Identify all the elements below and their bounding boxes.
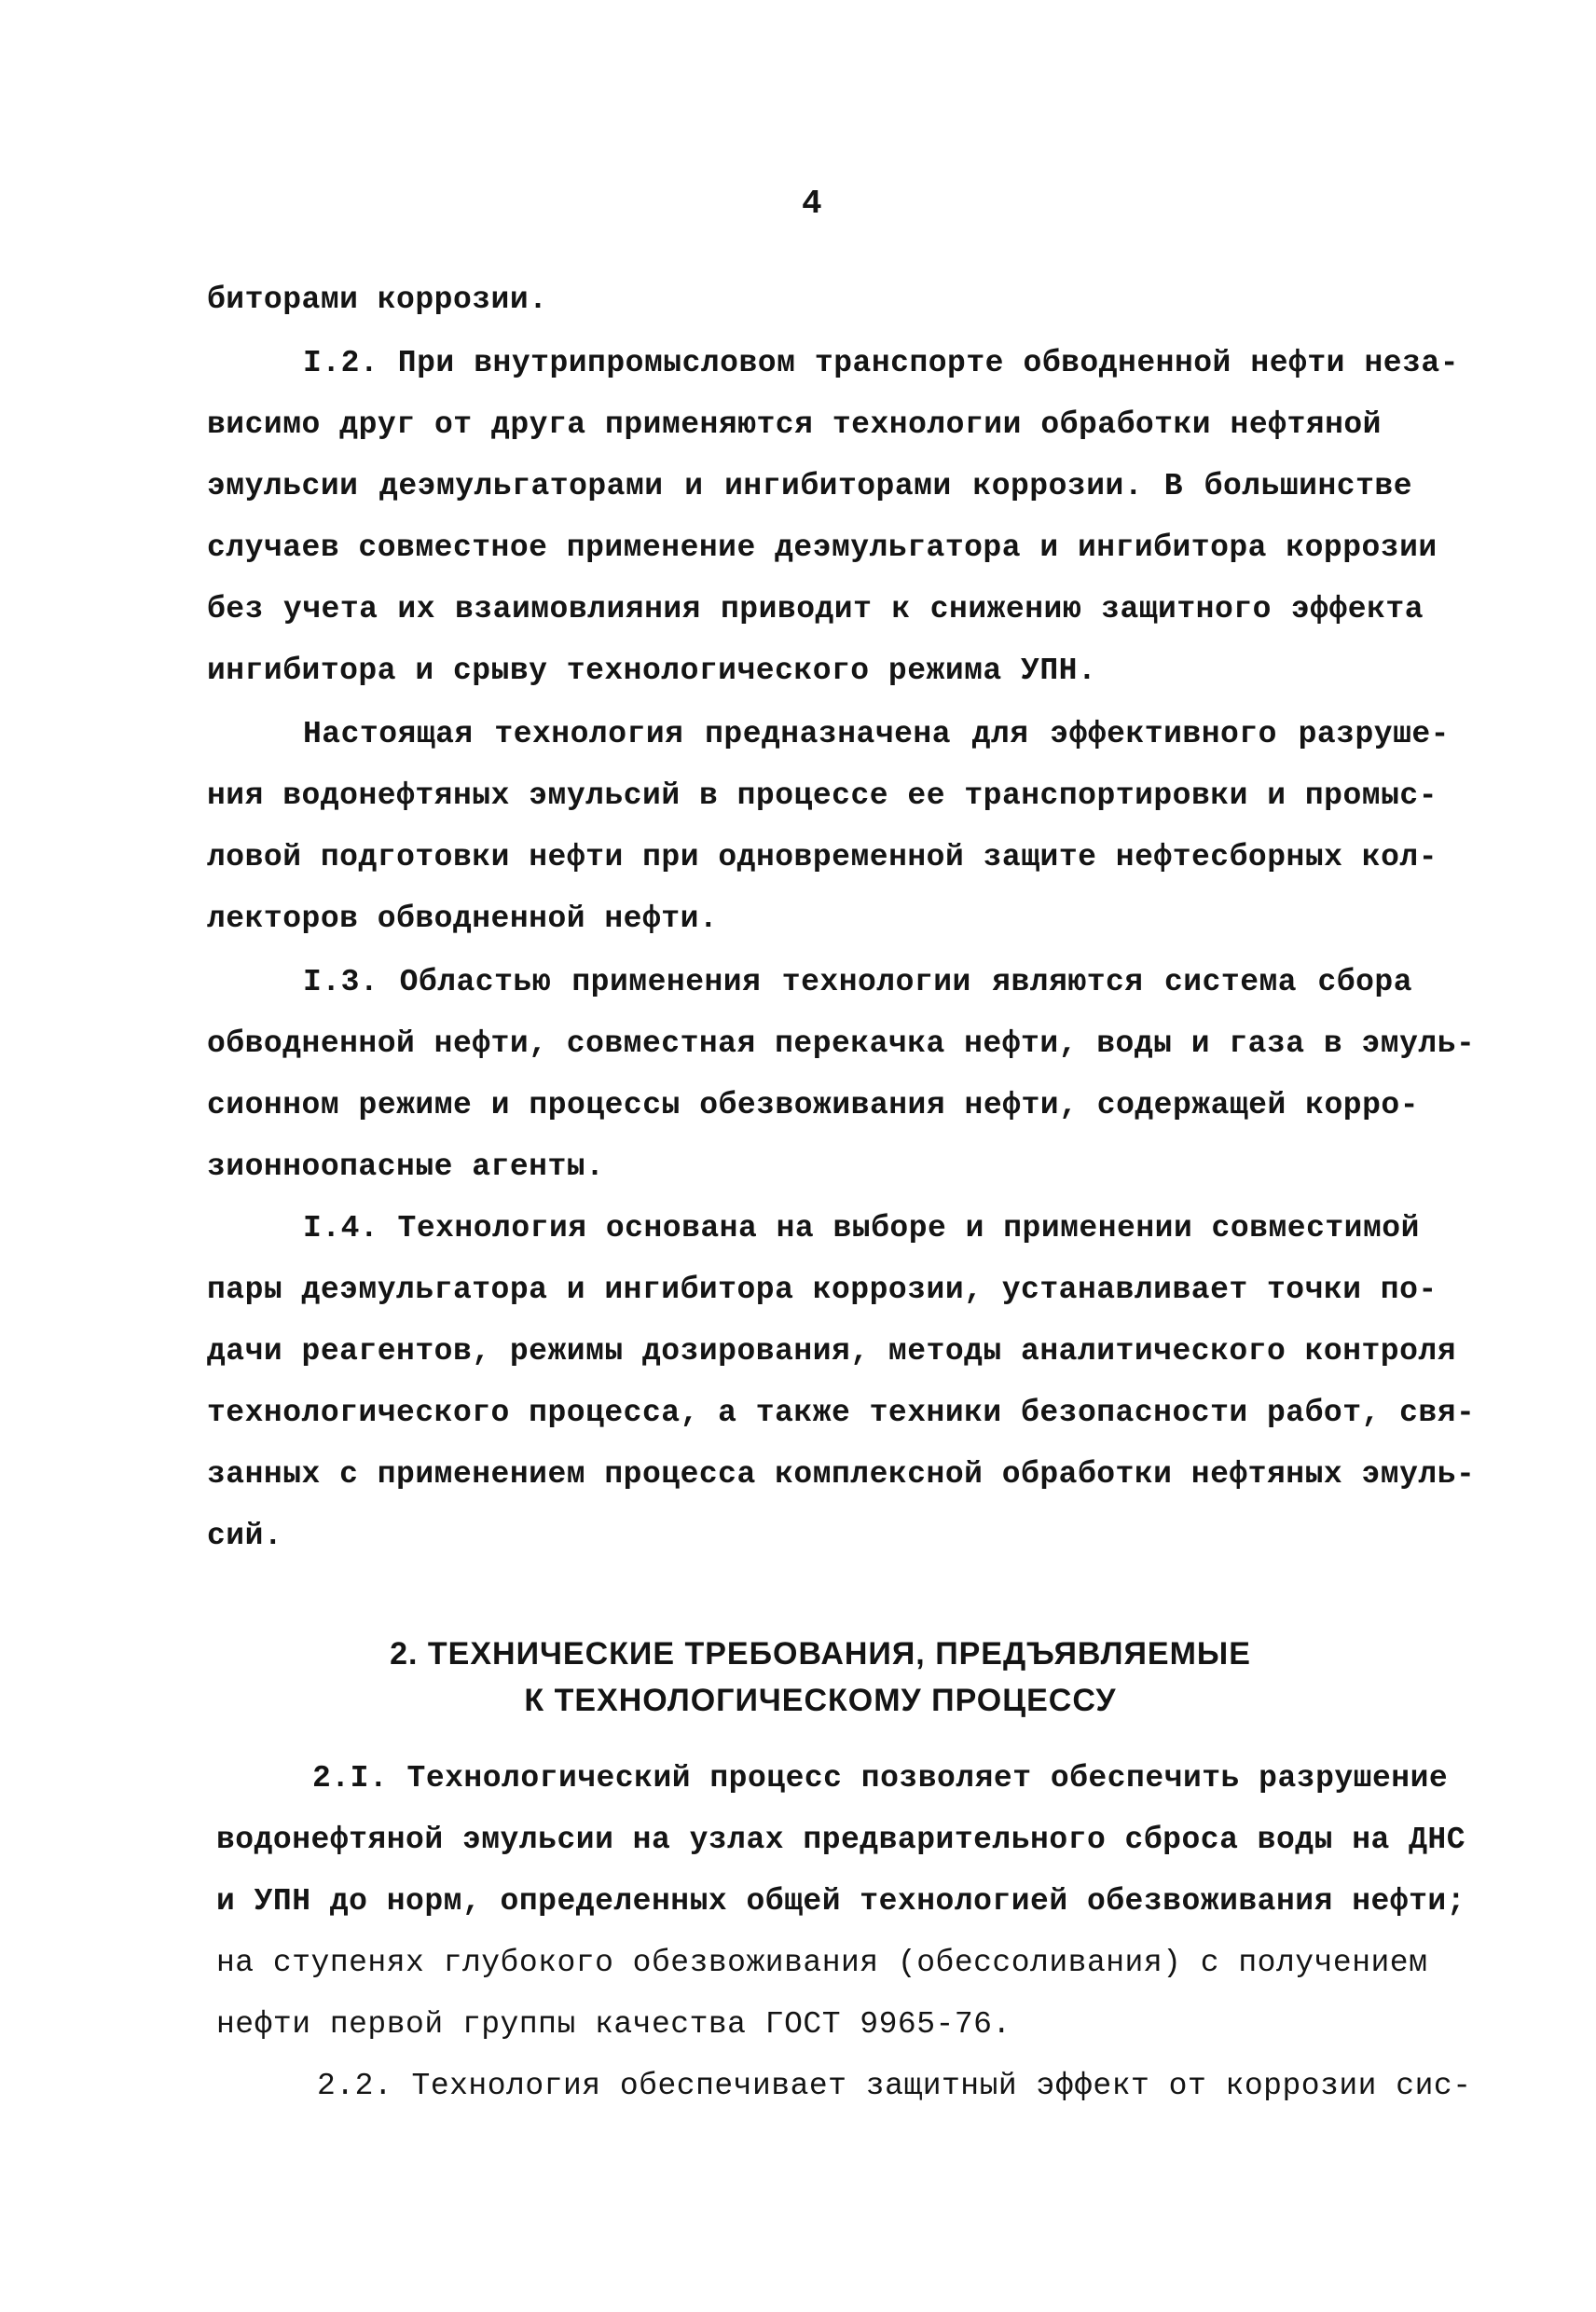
- text-line: эмульсии деэмульгаторами и ингибиторами коррозии. В большинстве: [207, 469, 1412, 503]
- text-line: зионноопасные агенты.: [207, 1149, 605, 1184]
- text-line: занных с применением процесса комплексной обработки нефтяных эмуль-: [207, 1457, 1476, 1492]
- text-line: I.2. При внутрипромысловом транспорте обводненной нефти неза-: [303, 346, 1459, 380]
- text-line: I.4. Технология основана на выборе и применении совместимой: [303, 1211, 1420, 1245]
- text-line: на ступенях глубокого обезвоживания (обессоливания) с получением: [216, 1946, 1428, 1980]
- text-line: технологического процесса, а также техники безопасности работ, свя-: [207, 1396, 1476, 1430]
- text-line: 2.I. Технологический процесс позволяет обеспечить разрушение: [312, 1761, 1449, 1796]
- text-line: висимо друг от друга применяются технологии обработки нефтяной: [207, 407, 1382, 442]
- text-line: 2.2. Технология обеспечивает защитный эффект от коррозии сис-: [317, 2069, 1472, 2103]
- text-line: нефти первой группы качества ГОСТ 9965-76.: [216, 2007, 1011, 2042]
- text-line: и УПН до норм, определенных общей технологией обезвоживания нефти;: [216, 1884, 1466, 1919]
- text-line: сий.: [207, 1519, 283, 1553]
- text-line: ния водонефтяных эмульсий в процессе ее транспортировки и промыс-: [207, 778, 1438, 813]
- text-line: Настоящая технология предназначена для эффективного разруше-: [303, 717, 1450, 751]
- text-line: без учета их взаимовлияния приводит к снижению защитного эффекта: [207, 592, 1424, 626]
- page-number: 4: [802, 185, 822, 223]
- text-line: водонефтяной эмульсии на узлах предварительного сброса воды на ДНС: [216, 1823, 1466, 1857]
- text-line: I.3. Областью применения технологии являются система сбора: [303, 965, 1412, 999]
- text-line: сионном режиме и процессы обезвоживания нефти, содержащей корро-: [207, 1088, 1419, 1122]
- text-line: ингибитора и срыву технологического режима УПН.: [207, 654, 1097, 688]
- text-line: пары деэмульгатора и ингибитора коррозии, устанавливает точки по-: [207, 1273, 1438, 1307]
- text-line: лекторов обводненной нефти.: [207, 901, 719, 936]
- text-line: ловой подготовки нефти при одновременной защите нефтесборных кол-: [207, 840, 1438, 874]
- section-heading-line-1: 2. ТЕХНИЧЕСКИЕ ТРЕБОВАНИЯ, ПРЕДЪЯВЛЯЕМЫЕ: [390, 1636, 1251, 1672]
- text-line: дачи реагентов, режимы дозирования, методы аналитического контроля: [207, 1334, 1457, 1369]
- text-line: случаев совместное применение деэмульгатора и ингибитора коррозии: [207, 530, 1438, 565]
- text-line: обводненной нефти, совместная перекачка нефти, воды и газа в эмуль-: [207, 1026, 1476, 1061]
- text-line: биторами коррозии.: [207, 282, 548, 317]
- section-heading-line-2: К ТЕХНОЛОГИЧЕСКОМУ ПРОЦЕССУ: [524, 1683, 1117, 1718]
